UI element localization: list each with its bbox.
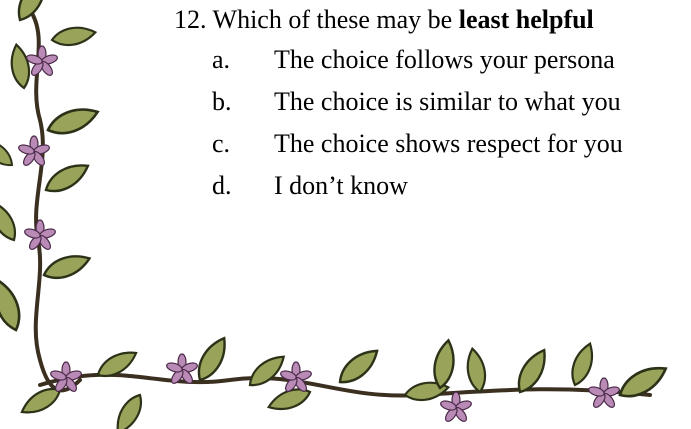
answer-choice-b[interactable] <box>212 86 621 118</box>
choice-text: I don’t know <box>274 171 408 200</box>
vine-leaf <box>41 158 92 198</box>
answer-choice-d[interactable] <box>212 170 408 202</box>
choice-text: The choice is similar to what you <box>274 87 621 116</box>
vine-flower <box>26 46 59 77</box>
question-emphasis: least helpful <box>458 5 594 34</box>
vine-leaf <box>0 198 21 244</box>
vine-leaf <box>615 360 671 404</box>
vine-leaf <box>464 347 488 393</box>
vine-leaf <box>111 391 147 429</box>
vine-leaf <box>0 134 17 171</box>
vine-leaf <box>41 250 93 284</box>
question-12 <box>174 4 594 36</box>
vine-flower <box>18 136 51 167</box>
answer-choice-a[interactable] <box>212 44 615 76</box>
vine-leaf <box>334 344 383 389</box>
vine-leaf <box>0 277 25 333</box>
choice-letter: b. <box>212 87 232 116</box>
vine-leaf <box>51 24 97 48</box>
choice-letter: a. <box>212 45 231 74</box>
vine-flower <box>440 392 473 423</box>
vine-leaf <box>8 43 32 89</box>
vine-flower <box>588 378 621 409</box>
question-number: 12. <box>174 5 207 34</box>
choice-text: The choice shows respect for you <box>274 129 623 158</box>
vine-leaf <box>567 341 598 388</box>
vine-leaf <box>192 334 232 385</box>
choice-letter: c. <box>212 129 231 158</box>
vine-leaf <box>45 103 101 140</box>
answer-choice-c[interactable] <box>212 128 623 160</box>
vine-leaf <box>12 0 52 25</box>
question-prefix: Which of these may be <box>212 5 453 34</box>
choice-letter: d. <box>212 171 232 200</box>
choice-text: The choice follows your persona <box>274 45 615 74</box>
